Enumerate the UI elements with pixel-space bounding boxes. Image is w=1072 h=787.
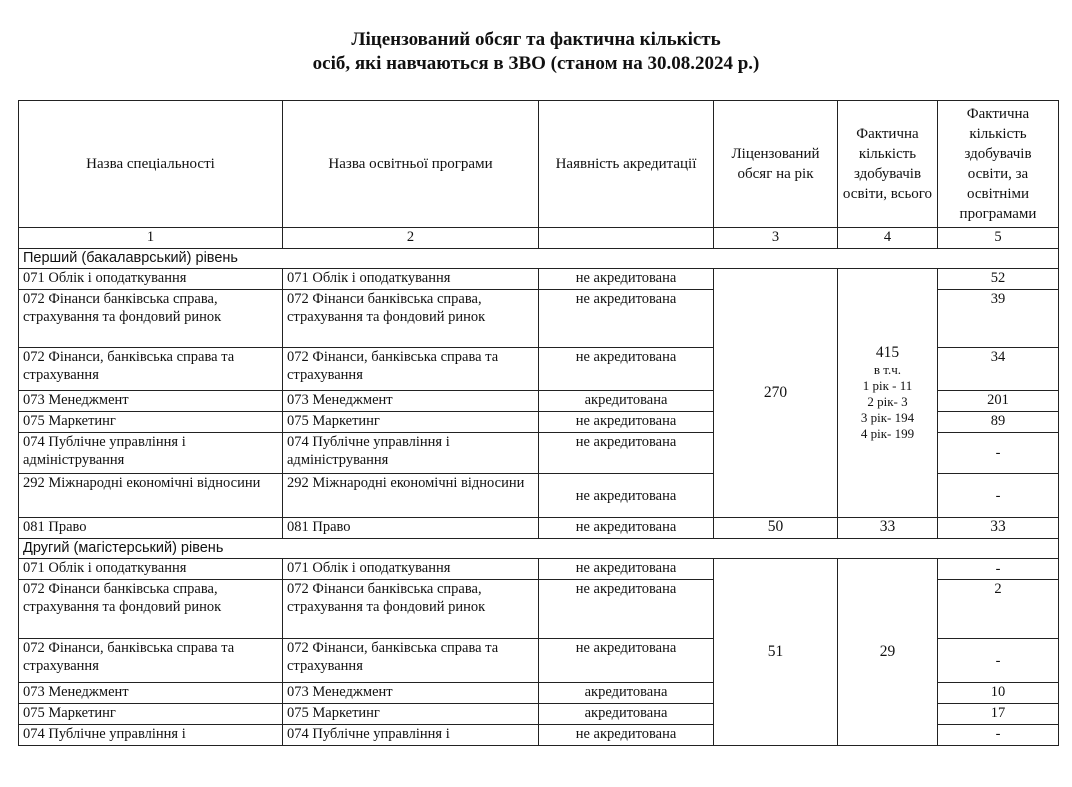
specialty-cell: 071 Облік і оподаткування bbox=[19, 269, 283, 290]
licensed-volume-cell: 51 bbox=[714, 559, 838, 746]
total-note-line: 4 рік- 199 bbox=[860, 426, 915, 441]
program-cell: 074 Публічне управління і адміністрування bbox=[283, 433, 539, 474]
table-row-law bbox=[19, 518, 1059, 539]
count-cell: 201 bbox=[938, 391, 1059, 412]
specialty-cell: 073 Менеджмент bbox=[19, 683, 283, 704]
count-cell: 52 bbox=[938, 269, 1059, 290]
accreditation-cell: акредитована bbox=[539, 391, 714, 412]
accreditation-cell: не акредитована bbox=[539, 433, 714, 474]
licensed-volume-cell: 270 bbox=[714, 269, 838, 518]
count-cell: 89 bbox=[938, 412, 1059, 433]
program-cell: 072 Фінанси, банківська справа та страхування bbox=[283, 348, 539, 391]
specialty-cell: 071 Облік і оподаткування bbox=[19, 559, 283, 580]
actual-total-cell: 29 bbox=[838, 559, 938, 746]
header-licensed: Ліцензований обсяг на рік bbox=[714, 101, 838, 228]
column-number: 1 bbox=[19, 228, 283, 249]
section-row-bachelor bbox=[19, 249, 1059, 269]
program-cell: 072 Фінанси банківська справа, страхування та фондовий ринок bbox=[283, 580, 539, 639]
program-cell: 075 Маркетинг bbox=[283, 412, 539, 433]
page-title bbox=[0, 28, 1072, 76]
specialty-cell: 073 Менеджмент bbox=[19, 391, 283, 412]
count-cell: 33 bbox=[938, 518, 1059, 539]
count-cell: 2 bbox=[938, 580, 1059, 639]
program-cell: 292 Міжнародні економічні відносини bbox=[283, 474, 539, 518]
total-note-line: 1 рік - 11 bbox=[862, 378, 913, 393]
column-number: 2 bbox=[283, 228, 539, 249]
count-cell: - bbox=[938, 725, 1059, 746]
specialty-cell: 072 Фінанси, банківська справа та страхування bbox=[19, 348, 283, 391]
count-cell: 17 bbox=[938, 704, 1059, 725]
title-line-1: Ліцензований обсяг та фактична кількість bbox=[351, 29, 721, 50]
accreditation-cell: не акредитована bbox=[539, 518, 714, 539]
header-actual-by-program: Фактична кількість здобувачів освіти, за освітніми програмами bbox=[938, 101, 1059, 228]
total-note-line: в т.ч. bbox=[873, 362, 902, 377]
count-cell: - bbox=[938, 639, 1059, 683]
title-line-2: осіб, які навчаються в ЗВО (станом на 30.08.2024 р.) bbox=[312, 53, 760, 74]
count-cell: - bbox=[938, 474, 1059, 518]
specialty-cell: 074 Публічне управління і адміністрування bbox=[19, 433, 283, 474]
total-note-line: 2 рік- 3 bbox=[867, 394, 908, 409]
specialty-cell: 072 Фінанси, банківська справа та страхування bbox=[19, 639, 283, 683]
specialty-cell: 072 Фінанси банківська справа, страхування та фондовий ринок bbox=[19, 290, 283, 348]
header-specialty: Назва спеціальності bbox=[19, 101, 283, 228]
header-actual-total: Фактична кількість здобувачів освіти, всього bbox=[838, 101, 938, 228]
count-cell: - bbox=[938, 433, 1059, 474]
specialty-cell: 075 Маркетинг bbox=[19, 704, 283, 725]
program-cell: 075 Маркетинг bbox=[283, 704, 539, 725]
actual-total-value: 415 bbox=[875, 344, 900, 361]
count-cell: 39 bbox=[938, 290, 1059, 348]
table-row bbox=[19, 559, 1059, 580]
program-cell: 071 Облік і оподаткування bbox=[283, 269, 539, 290]
accreditation-cell: не акредитована bbox=[539, 725, 714, 746]
accreditation-cell: не акредитована bbox=[539, 639, 714, 683]
accreditation-cell: не акредитована bbox=[539, 290, 714, 348]
count-cell: - bbox=[938, 559, 1059, 580]
actual-total-cell: 33 bbox=[838, 518, 938, 539]
section-label: Перший (бакалаврський) рівень bbox=[19, 249, 1059, 269]
enrollment-table bbox=[18, 100, 1059, 746]
accreditation-cell: не акредитована bbox=[539, 412, 714, 433]
licensed-volume-cell: 50 bbox=[714, 518, 838, 539]
specialty-cell: 075 Маркетинг bbox=[19, 412, 283, 433]
specialty-cell: 072 Фінанси банківська справа, страхування та фондовий ринок bbox=[19, 580, 283, 639]
accreditation-cell: не акредитована bbox=[539, 559, 714, 580]
program-cell: 081 Право bbox=[283, 518, 539, 539]
accreditation-cell: акредитована bbox=[539, 704, 714, 725]
count-cell: 34 bbox=[938, 348, 1059, 391]
accreditation-cell: не акредитована bbox=[539, 474, 714, 518]
count-cell: 10 bbox=[938, 683, 1059, 704]
actual-total-cell bbox=[838, 269, 938, 518]
total-note-line: 3 рік- 194 bbox=[860, 410, 915, 425]
accreditation-cell: не акредитована bbox=[539, 269, 714, 290]
column-number bbox=[539, 228, 714, 249]
accreditation-cell: не акредитована bbox=[539, 580, 714, 639]
header-row bbox=[19, 101, 1059, 228]
program-cell: 074 Публічне управління і bbox=[283, 725, 539, 746]
column-number: 3 bbox=[714, 228, 838, 249]
section-row-master bbox=[19, 539, 1059, 559]
program-cell: 073 Менеджмент bbox=[283, 683, 539, 704]
section-label: Другий (магістерський) рівень bbox=[19, 539, 1059, 559]
column-number: 5 bbox=[938, 228, 1059, 249]
header-program: Назва освітньої програми bbox=[283, 101, 539, 228]
accreditation-cell: не акредитована bbox=[539, 348, 714, 391]
specialty-cell: 292 Міжнародні економічні відносини bbox=[19, 474, 283, 518]
program-cell: 073 Менеджмент bbox=[283, 391, 539, 412]
accreditation-cell: акредитована bbox=[539, 683, 714, 704]
program-cell: 071 Облік і оподаткування bbox=[283, 559, 539, 580]
table-row bbox=[19, 269, 1059, 290]
specialty-cell: 081 Право bbox=[19, 518, 283, 539]
column-number-row bbox=[19, 228, 1059, 249]
specialty-cell: 074 Публічне управління і bbox=[19, 725, 283, 746]
program-cell: 072 Фінанси банківська справа, страхування та фондовий ринок bbox=[283, 290, 539, 348]
header-accreditation: Наявність акредитації bbox=[539, 101, 714, 228]
program-cell: 072 Фінанси, банківська справа та страхування bbox=[283, 639, 539, 683]
column-number: 4 bbox=[838, 228, 938, 249]
